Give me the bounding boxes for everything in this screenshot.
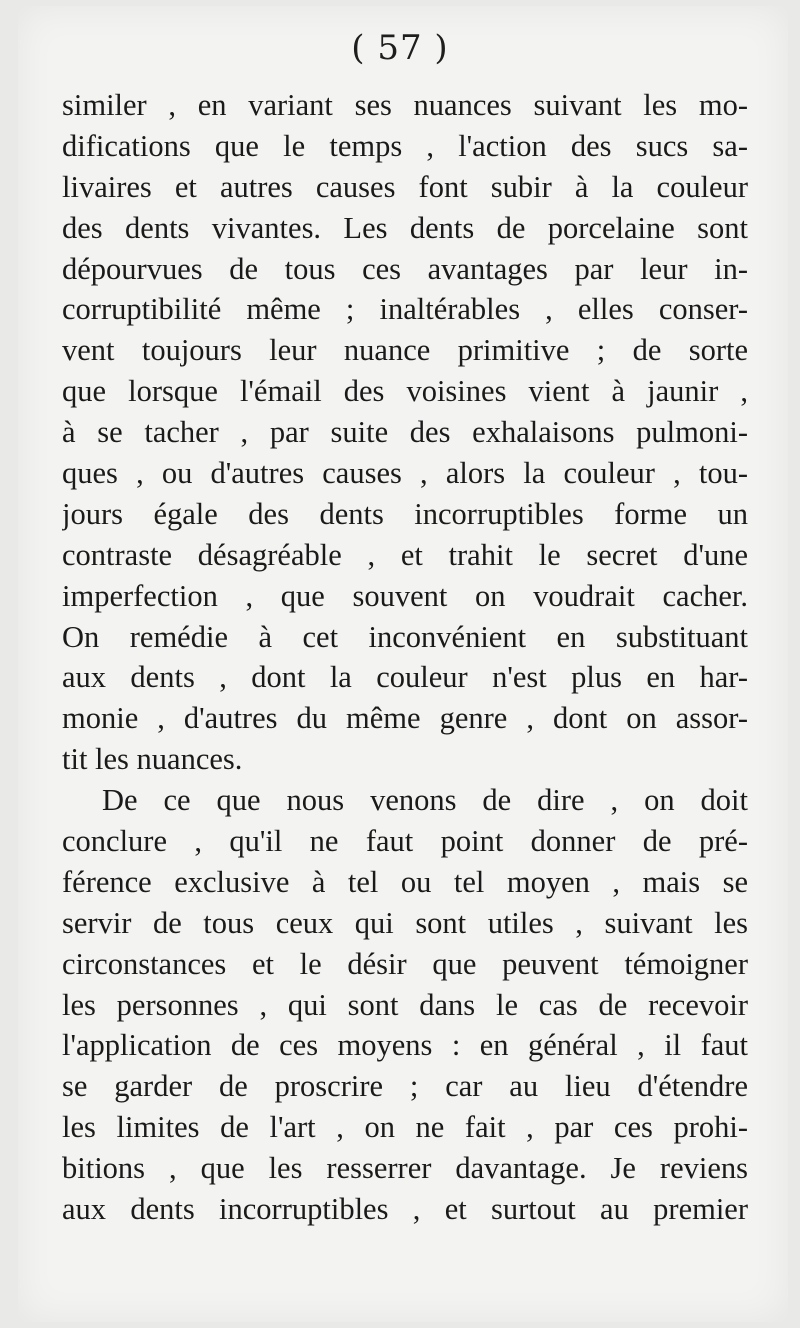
text-line: à se tacher , par suite des exhalaisons pulmoni- bbox=[62, 415, 748, 450]
text-line: bitions , que les resserrer davantage. Je reviens bbox=[62, 1151, 748, 1186]
text-line: aux dents , dont la couleur n'est plus en har- bbox=[62, 660, 748, 695]
text-line: monie , d'autres du même genre , dont on assor- bbox=[62, 701, 748, 736]
text-line: circonstances et le désir que peuvent témoigner bbox=[62, 946, 748, 981]
text-line: les personnes , qui sont dans le cas de recevoir bbox=[62, 987, 748, 1022]
text-line: des dents vivantes. Les dents de porcelaine sont bbox=[62, 210, 748, 245]
text-line: dépourvues de tous ces avantages par leur in- bbox=[62, 251, 748, 286]
text-line: conclure , qu'il ne faut point donner de pré- bbox=[62, 824, 748, 859]
text-line: livaires et autres causes font subir à la couleur bbox=[62, 169, 748, 204]
text-line: vent toujours leur nuance primitive ; de sorte bbox=[62, 333, 748, 368]
text-line: On remédie à cet inconvénient en substituant bbox=[62, 619, 748, 654]
text-line: férence exclusive à tel ou tel moyen , mais se bbox=[62, 864, 748, 899]
text-line: jours égale des dents incorruptibles forme un bbox=[62, 496, 748, 531]
text-line: corruptibilité même ; inaltérables , elles conser- bbox=[62, 292, 748, 327]
text-line: servir de tous ceux qui sont utiles , suivant les bbox=[62, 905, 748, 940]
text-line: contraste désagréable , et trahit le secret d'une bbox=[62, 537, 748, 572]
text-line: similer , en variant ses nuances suivant les mo- bbox=[62, 88, 748, 122]
page-number: ( 57 ) bbox=[351, 28, 449, 68]
text-line: se garder de proscrire ; car au lieu d'étendre bbox=[62, 1069, 748, 1104]
text-line: l'application de ces moyens : en général , il faut bbox=[62, 1028, 748, 1063]
text-line: les limites de l'art , on ne fait , par ces prohi- bbox=[62, 1110, 748, 1145]
text-line: aux dents incorruptibles , et surtout au premier bbox=[62, 1192, 748, 1227]
body-text bbox=[62, 85, 748, 1230]
paragraph-start-line: De ce que nous venons de dire , on doit bbox=[102, 783, 748, 818]
text-line: tit les nuances. bbox=[62, 742, 243, 777]
text-line: imperfection , que souvent on voudrait cacher. bbox=[62, 578, 748, 613]
text-line: ques , ou d'autres causes , alors la couleur , tou- bbox=[62, 456, 748, 491]
text-line: que lorsque l'émail des voisines vient à jaunir , bbox=[62, 374, 748, 409]
text-line: difications que le temps , l'action des sucs sa- bbox=[62, 128, 748, 163]
